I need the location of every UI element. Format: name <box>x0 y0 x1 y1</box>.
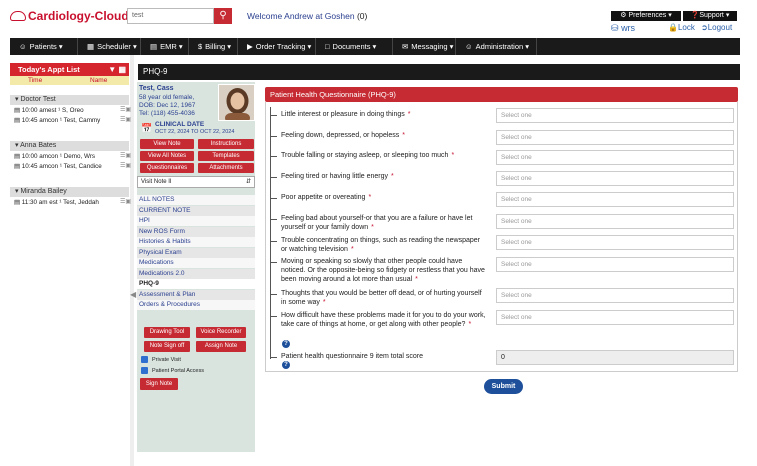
nav-item-order-tracking[interactable] <box>238 38 316 55</box>
chevron-down-icon: ▾ <box>370 42 377 51</box>
form-title: Patient Health Questionnaire (PHQ-9) <box>265 87 738 102</box>
appt-text: 10:00 amcon ¹ Demo, Wrs <box>21 153 96 160</box>
welcome-text: Welcome Andrew at Goshen (0) <box>247 11 368 21</box>
support-menu[interactable]: ❓Support ▾ <box>683 11 737 21</box>
section-hpi[interactable]: HPI <box>137 216 255 226</box>
collapse-icon[interactable]: ▾ <box>15 188 21 195</box>
appt-action-icons[interactable]: ☰▣ <box>120 153 132 159</box>
tree-tick <box>270 241 277 242</box>
tree-tick <box>270 294 277 295</box>
portal-access-checkbox[interactable] <box>141 367 148 374</box>
document-icon: ▤ <box>14 199 22 206</box>
section-phq-9[interactable]: PHQ-9 <box>137 279 255 289</box>
required-mark: * <box>350 246 354 253</box>
question-text: Feeling tired or having little energy <box>281 173 389 180</box>
appt-row[interactable] <box>14 106 84 115</box>
question-5-select[interactable]: Select one <box>496 192 734 207</box>
note-sign-off-button[interactable]: Note Sign off <box>144 341 190 352</box>
doctor-group-header[interactable] <box>10 141 129 151</box>
assign-note-button[interactable]: Assign Note <box>196 341 246 352</box>
question-text: Trouble concentrating on things, such as reading the newspaper or watching television <box>281 237 480 253</box>
col-time: Time <box>28 77 43 84</box>
question-1-label <box>281 110 486 119</box>
nav-label: Documents <box>332 42 371 51</box>
question-text: How difficult have these problems made it for you to do your work, take care of things at home, or get along with other people? <box>281 312 486 328</box>
question-2-select[interactable]: Select one <box>496 130 734 145</box>
question-6-label <box>281 214 486 232</box>
appt-row[interactable] <box>14 198 99 207</box>
question-7-select[interactable]: Select one <box>496 235 734 250</box>
doctor-group-header[interactable] <box>10 95 129 105</box>
tree-tick <box>270 115 277 116</box>
nav-item-messaging[interactable] <box>393 38 456 55</box>
document-icon: ▤ <box>14 153 22 160</box>
appt-text: 10:00 amest ¹ S, Oreo <box>21 107 84 114</box>
question-2-label <box>281 131 486 140</box>
patient-tel: Tel: (118) 455-4036 <box>139 110 195 117</box>
portal-access-label: Patient Portal Access <box>152 368 204 374</box>
tree-tick <box>270 357 277 358</box>
appt-text: 10:45 amcon ¹ Test, Candice <box>21 163 102 170</box>
collapse-icon[interactable]: ▾ <box>15 142 21 149</box>
truck-icon: ▶ <box>247 42 253 51</box>
question-1-select[interactable]: Select one <box>496 108 734 123</box>
question-8-label <box>281 257 486 284</box>
question-3-select[interactable]: Select one <box>496 150 734 165</box>
questionnaires-button[interactable]: Questionnaires <box>140 163 194 173</box>
tree-line <box>270 107 271 359</box>
preferences-menu[interactable]: ⚙ Preferences ▾ <box>611 11 681 21</box>
chevron-down-icon: ▾ <box>305 42 312 51</box>
question-text: Trouble falling or staying asleep, or sleeping too much <box>281 152 449 159</box>
nav-item-administration[interactable] <box>456 38 537 55</box>
search-button[interactable] <box>214 8 232 24</box>
voice-recorder-button[interactable]: Voice Recorder <box>196 327 246 338</box>
help-icon: ❓ <box>690 12 700 19</box>
clinical-date-range: OCT 22, 2024 TO OCT 22, 2024 <box>155 129 235 135</box>
question-text: Little interest or pleasure in doing things <box>281 111 405 118</box>
chevron-down-icon: ▾ <box>523 42 530 51</box>
chevron-down-icon: ▾ <box>225 42 232 51</box>
private-visit-label: Private Visit <box>152 357 181 363</box>
chevron-down-icon: ▾ <box>130 42 137 51</box>
question-text: Feeling down, depressed, or hopeless <box>281 132 400 139</box>
main-nav <box>10 38 740 55</box>
section-current-note[interactable]: CURRENT NOTE <box>137 206 255 216</box>
doctor-name: Anna Bates <box>20 142 57 149</box>
question-text: Feeling bad about yourself-or that you are a failure or have let yourself or your family down <box>281 215 473 231</box>
chevron-down-icon: ▾ <box>447 42 454 51</box>
patient-dob: DOB: Dec 12, 1967 <box>139 102 196 109</box>
private-visit-checkbox[interactable] <box>141 356 148 363</box>
section-all-notes[interactable]: ALL NOTES <box>137 195 255 205</box>
section-new-ros-form[interactable]: New ROS Form <box>137 227 255 237</box>
required-mark: * <box>407 111 411 118</box>
users-icon: ☺ <box>19 42 27 51</box>
section-histories-habits[interactable]: Histories & Habits <box>137 237 255 247</box>
select-arrow-icon: ⇵ <box>245 179 251 185</box>
templates-button[interactable]: Templates <box>198 151 254 161</box>
folder-icon: ▤ <box>150 42 158 51</box>
question-7-label <box>281 236 486 254</box>
people-icon: ☺ <box>465 42 473 51</box>
nav-item-patients[interactable] <box>10 38 78 55</box>
required-mark: * <box>368 194 372 201</box>
tree-tick <box>270 262 277 263</box>
doctor-name: Miranda Bailey <box>20 188 67 195</box>
appt-row[interactable] <box>14 152 95 161</box>
help-icon[interactable]: ? <box>282 340 290 348</box>
dollar-icon: $ <box>198 42 203 51</box>
tree-tick <box>270 136 277 137</box>
nav-label: Billing <box>205 42 226 51</box>
chevron-down-icon: ▾ <box>56 42 63 51</box>
required-mark: * <box>322 299 326 306</box>
question-4-select[interactable]: Select one <box>496 171 734 186</box>
nav-item-documents[interactable] <box>316 38 393 55</box>
lock-icon: 🔒 <box>668 23 678 32</box>
appt-text: 10:45 amcon ¹ Test, Cammy <box>21 117 101 124</box>
required-mark: * <box>451 152 455 159</box>
database-icon: ⛁ <box>611 23 619 33</box>
question-8-select[interactable]: Select one <box>496 257 734 272</box>
search-icon: ⚲ <box>219 10 227 21</box>
submit-button[interactable]: Submit <box>484 379 523 394</box>
required-mark: * <box>402 132 406 139</box>
tree-tick <box>270 177 277 178</box>
section-physical-exam[interactable]: Physical Exam <box>137 248 255 258</box>
nav-label: EMR <box>160 42 177 51</box>
calendar-icon: ▦ <box>87 42 95 51</box>
nav-label: Messaging <box>411 42 448 51</box>
required-mark: * <box>468 321 472 328</box>
appt-action-icons[interactable]: ☰▣ <box>120 199 132 205</box>
patient-age: 58 year old female, <box>139 94 195 101</box>
org-label: ⛁ wrs <box>611 23 636 33</box>
nav-label: Administration <box>475 42 524 51</box>
section-medications-2-0[interactable]: Medications 2.0 <box>137 269 255 279</box>
attachments-button[interactable]: Attachments <box>198 163 254 173</box>
nav-label: Order Tracking <box>255 42 306 51</box>
clinical-date-label: CLINICAL DATE <box>155 121 205 128</box>
drawing-tool-button[interactable]: Drawing Tool <box>144 327 190 338</box>
nav-item-scheduler[interactable] <box>78 38 141 55</box>
gear-icon: ⚙ <box>620 12 629 19</box>
question-9-select[interactable]: Select one <box>496 288 734 303</box>
document-icon: ▤ <box>14 163 22 170</box>
logout-icon: ➲ <box>701 23 708 32</box>
required-mark: * <box>415 276 418 283</box>
section-assessment-plan[interactable]: Assessment & Plan <box>137 290 255 300</box>
question-6-select[interactable]: Select one <box>496 214 734 229</box>
required-mark: * <box>371 224 374 231</box>
calendar-icon: 📅 <box>141 123 153 133</box>
total-score-label: Patient health questionnaire 9 item total score <box>281 353 424 360</box>
question-text: Poor appetite or overeating <box>281 194 366 201</box>
help-icon[interactable]: ? <box>282 361 290 369</box>
lock-link[interactable]: 🔒Lock <box>668 23 695 32</box>
view-note-button[interactable]: View Note <box>140 139 194 149</box>
search-input[interactable]: test <box>127 8 214 24</box>
question-text: Moving or speaking so slowly that other people could have noticed. Or the opposite-being so fidgety or restless that you have been moving around a lot more than usual <box>281 258 485 283</box>
total-score-field: 0 <box>496 350 734 365</box>
col-name: Name <box>90 77 108 84</box>
question-5-label <box>281 193 486 202</box>
question-10-label <box>281 311 486 329</box>
envelope-icon: ✉ <box>402 42 409 51</box>
app-logo: Cardiology-Cloud <box>10 9 129 23</box>
view-all-notes-button[interactable]: View All Notes <box>140 151 194 161</box>
collapse-icon[interactable]: ▾ <box>15 96 21 103</box>
nav-item-emr[interactable] <box>141 38 189 55</box>
question-4-label <box>281 172 486 181</box>
tree-tick <box>270 198 277 199</box>
appt-column-header <box>10 76 129 85</box>
collapse-arrow-icon[interactable]: ◀ <box>130 290 137 299</box>
nav-label: Patients <box>29 42 57 51</box>
doctor-name: Doctor Test <box>20 96 56 103</box>
doctor-group-header[interactable] <box>10 187 129 197</box>
required-mark: * <box>391 173 394 180</box>
question-3-label <box>281 151 486 160</box>
appt-action-icons[interactable]: ☰▣ <box>120 117 132 123</box>
question-10-select[interactable]: Select one <box>496 310 734 325</box>
tree-tick <box>270 156 277 157</box>
cloud-icon <box>10 11 26 21</box>
section-orders-procedures[interactable]: Orders & Procedures <box>137 300 255 310</box>
question-text: Thoughts that you would be better off dead, or of hurting yourself in some way <box>281 290 482 306</box>
appt-list-header: Today's Appt List ▼ ▦ <box>10 63 129 76</box>
patient-photo <box>218 84 255 121</box>
document-icon: ▤ <box>14 117 22 124</box>
instructions-button[interactable]: Instructions <box>198 139 254 149</box>
document-icon: □ <box>325 42 330 51</box>
chevron-down-icon: ▾ <box>176 42 183 51</box>
appt-text: 11:30 am est ¹ Test, Jeddah <box>21 199 99 206</box>
tree-tick <box>270 316 277 317</box>
page-title: PHQ-9 <box>138 64 740 80</box>
nav-label: Scheduler <box>97 42 131 51</box>
visit-note-select[interactable]: Visit Note II ⇵ <box>137 176 255 188</box>
appt-action-icons[interactable]: ☰▣ <box>120 163 132 169</box>
filter-calendar-icon[interactable]: ▼ ▦ <box>108 65 126 74</box>
section-medications[interactable]: Medications <box>137 258 255 268</box>
nav-item-billing[interactable] <box>189 38 238 55</box>
question-9-label <box>281 289 486 307</box>
appt-row[interactable] <box>14 116 100 125</box>
logout-link[interactable]: ➲Logout <box>701 23 733 32</box>
appt-action-icons[interactable]: ☰▣ <box>120 107 132 113</box>
appt-row[interactable] <box>14 162 102 171</box>
sign-note-button[interactable]: Sign Note <box>140 378 178 390</box>
document-icon: ▤ <box>14 107 22 114</box>
patient-name[interactable]: Test, Cass <box>139 85 174 92</box>
tree-tick <box>270 219 277 220</box>
